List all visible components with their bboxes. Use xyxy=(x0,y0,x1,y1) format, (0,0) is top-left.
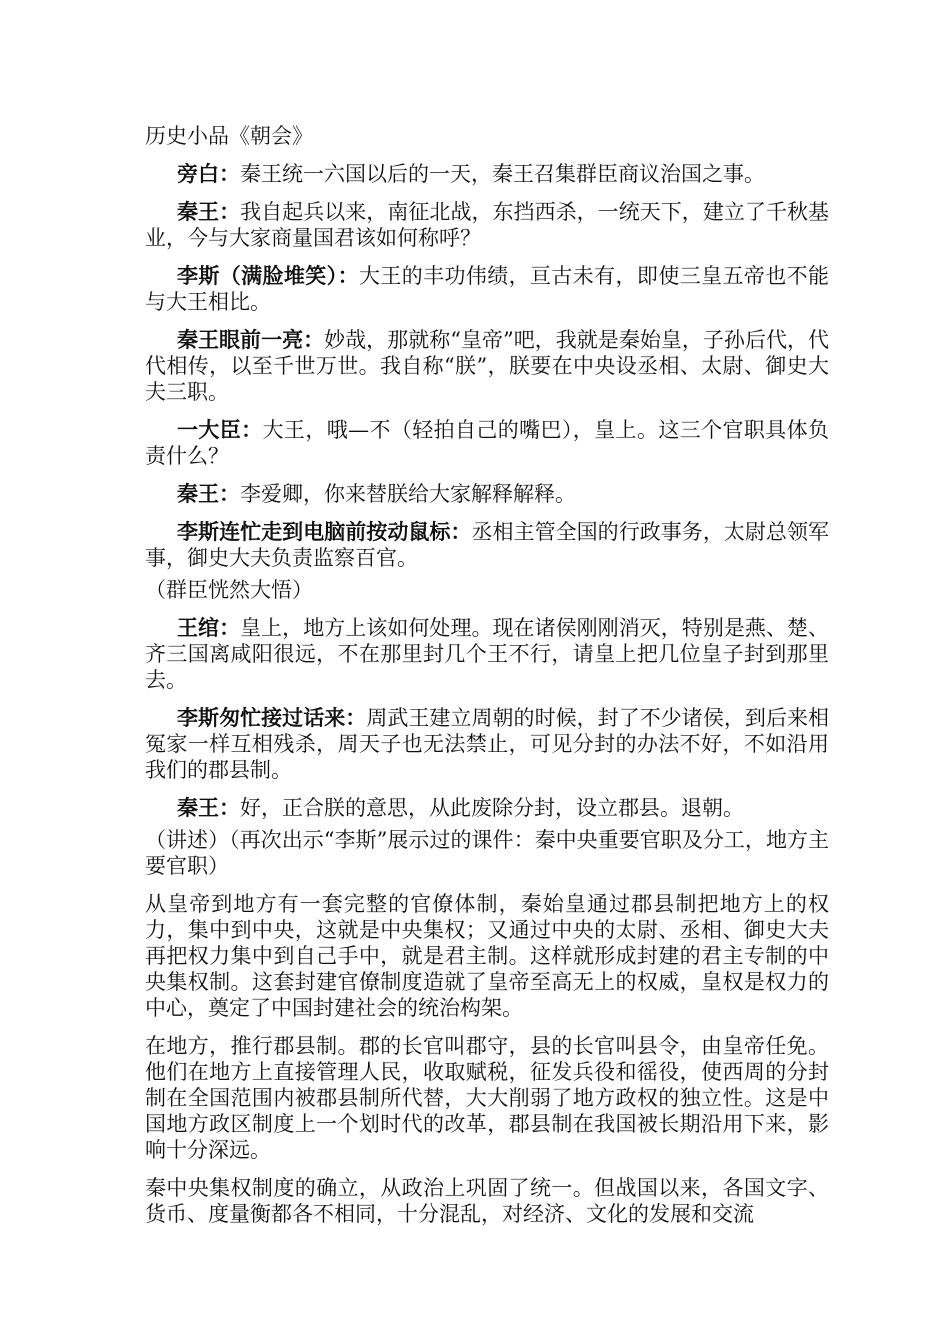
speaker-name: 王绾： xyxy=(177,616,241,640)
body-paragraph: 从皇帝到地方有一套完整的官僚体制，秦始皇通过郡县制把地方上的权力，集中到中央，这就是中央集权；又通过中央的太尉、丞相、御史大夫再把权力集中到自己手中，就是君主制。这样就形成封建的君主专制的中央集权制。这套封建官僚制度造就了皇帝至高无上的权威，皇权是权力的中心，奠定了中国封建社会的统治构架。 xyxy=(145,892,829,1020)
dialogue-text: 大王的丰功伟绩，亘古未有，即使三皇五帝也不能与大王相比。 xyxy=(145,264,830,314)
body-paragraph: 秦中央集权制度的确立，从政治上巩固了统一。但战国以来，各国文字、货币、度量衡都各不相同，十分混乱，对经济、文化的发展和交流 xyxy=(145,1176,829,1226)
document-page xyxy=(145,123,829,1239)
dialogue-line-lisi-3 xyxy=(145,705,829,783)
dialogue-text: 我自起兵以来，南征北战，东挡西杀，一统天下，建立了千秋基业，今与大家商量国君该如何称呼？ xyxy=(145,200,830,250)
body-paragraph: 在地方，推行郡县制。郡的长官叫郡守，县的长官叫县令，由皇帝任免。他们在地方上直接管理人民，收取赋税，征发兵役和徭役，使西周的分封制在全国范围内被郡县制所代替，大大削弱了地方政权的独立性。这是中国地方政区制度上一个划时代的改革，郡县制在我国被长期沿用下来，影响十分深远。 xyxy=(145,1034,829,1162)
dialogue-line-qinwang-2 xyxy=(145,327,829,405)
dialogue-text: 丞相主管全国的行政事务，太尉总领军事，御史大夫负责监察百官。 xyxy=(145,520,830,570)
dialogue-text: 李爱卿，你来替朕给大家解释解释。 xyxy=(240,482,576,506)
speaker-name: 李斯连忙走到电脑前按动鼠标： xyxy=(177,520,472,544)
dialogue-line-minister xyxy=(145,417,829,469)
dialogue-line-narrator xyxy=(145,161,829,187)
dialogue-line-qinwang-4 xyxy=(145,795,829,821)
speaker-name: 秦王： xyxy=(177,200,241,224)
dialogue-text: 皇上，地方上该如何处理。现在诸侯刚刚消灭，特别是燕、楚、齐三国离咸阳很远，不在那里封几个王不行，请皇上把几位皇子封到那里去。 xyxy=(145,616,830,692)
speaker-name: 秦王： xyxy=(177,796,240,820)
dialogue-line-qinwang-1 xyxy=(145,199,829,251)
dialogue-text: 大王，哦—不（轻拍自己的嘴巴），皇上。这三个官职具体负责什么？ xyxy=(145,418,830,468)
speaker-name: 一大臣： xyxy=(177,418,263,442)
dialogue-text: 好，正合朕的意思，从此废除分封，设立郡县。退朝。 xyxy=(240,796,744,820)
dialogue-text: 秦王统一六国以后的一天，秦王召集群臣商议治国之事。 xyxy=(240,162,765,186)
document-title: 历史小品《朝会》 xyxy=(145,124,313,148)
speaker-name: 李斯（满脸堆笑）： xyxy=(177,264,359,288)
dialogue-text: 周武王建立周朝的时候，封了不少诸侯，到后来相冤家一样互相残杀，周天子也无法禁止，可见分封的办法不好，不如沿用我们的郡县制。 xyxy=(145,706,830,782)
dialogue-line-wangwan xyxy=(145,615,829,693)
dialogue-line-lisi-2 xyxy=(145,519,829,571)
stage-note: （群臣恍然大悟） xyxy=(145,578,313,602)
dialogue-line-lisi-1 xyxy=(145,263,829,315)
dialogue-line-qinwang-3 xyxy=(145,481,829,507)
speaker-name: 秦王： xyxy=(177,482,240,506)
speaker-name: 李斯匆忙接过话来： xyxy=(177,706,367,730)
narration-note: （讲述）（再次出示“李斯”展示过的课件：秦中央重要官职及分工，地方主要官职） xyxy=(145,828,829,878)
speaker-name: 秦王眼前一亮： xyxy=(177,328,325,352)
dialogue-text: 妙哉，那就称“皇帝”吧，我就是秦始皇，子孙后代，代代相传，以至千世万世。我自称“朕”，朕要在中央设丞相、太尉、御史大夫三职。 xyxy=(145,328,829,404)
speaker-name: 旁白： xyxy=(177,162,240,186)
